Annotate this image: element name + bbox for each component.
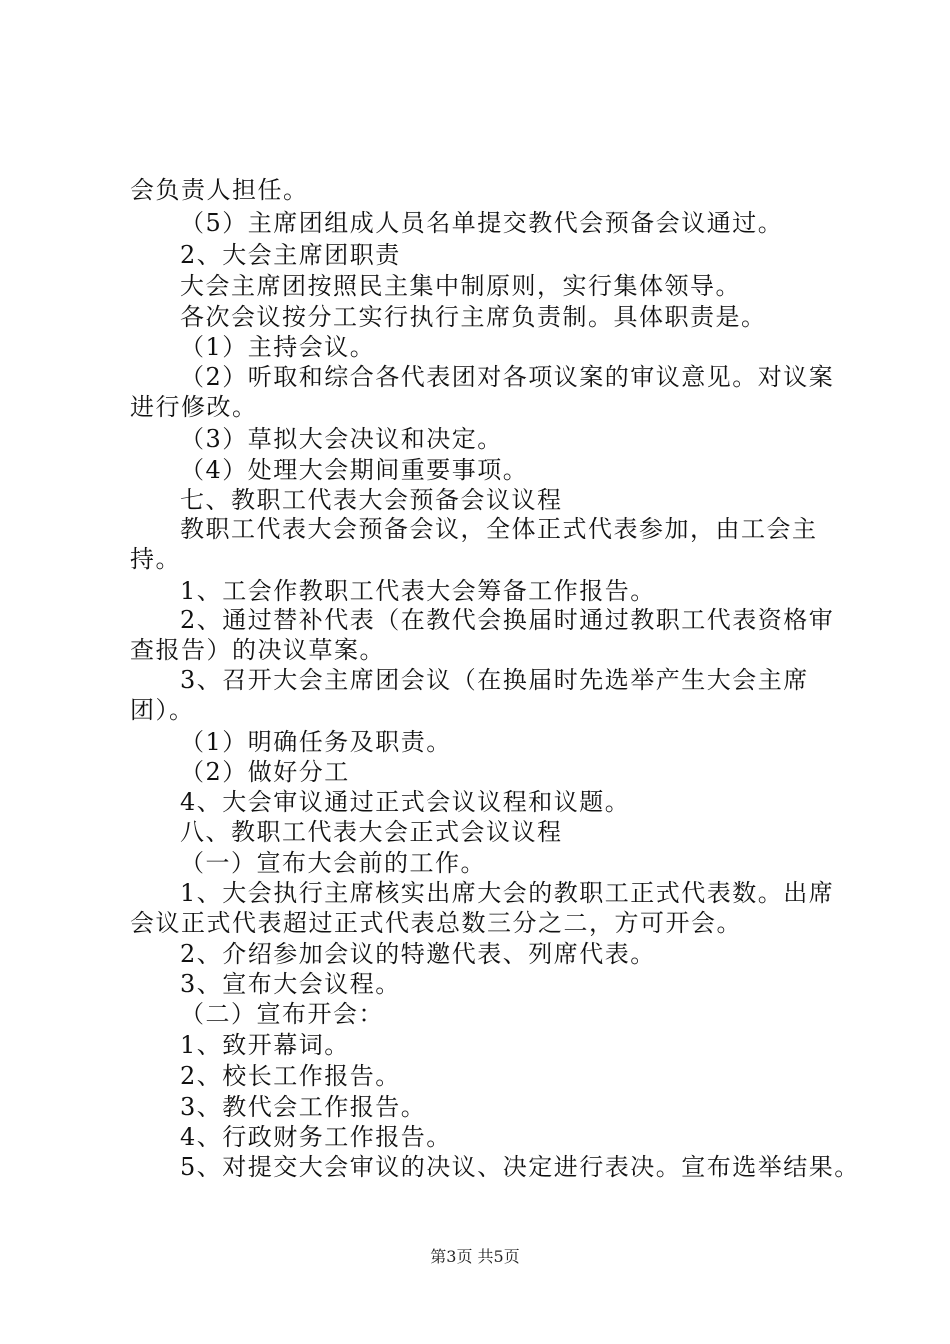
page-number: 第3页 共5页: [430, 1247, 520, 1266]
text-line: 团）。: [130, 696, 195, 724]
text-line: 大会主席团按照民主集中制原则，实行集体领导。: [180, 272, 741, 300]
text-line: 5、对提交大会审议的决议、决定进行表决。宣布选举结果。: [180, 1153, 860, 1181]
text-line: 1、致开幕词。: [180, 1031, 350, 1059]
text-line: 教职工代表大会预备会议，全体正式代表参加，由工会主: [180, 515, 818, 543]
text-line: 1、大会执行主席核实出席大会的教职工正式代表数。出席: [180, 879, 835, 907]
text-line: 4、大会审议通过正式会议议程和议题。: [180, 788, 631, 816]
text-line: 进行修改。: [130, 393, 258, 421]
text-line: 2、校长工作报告。: [180, 1062, 401, 1090]
text-line: 持。: [130, 545, 181, 573]
text-line: （二）宣布开会：: [180, 1000, 384, 1028]
text-line: （5）主席团组成人员名单提交教代会预备会议通过。: [180, 209, 784, 237]
text-line: 会议正式代表超过正式代表总数三分之二，方可开会。: [130, 909, 742, 937]
text-line: （3）草拟大会决议和决定。: [180, 425, 503, 453]
text-line: 各次会议按分工实行执行主席负责制。具体职责是。: [180, 303, 767, 331]
text-line: （1）明确任务及职责。: [180, 728, 452, 756]
text-line: （2）听取和综合各代表团对各项议案的审议意见。对议案: [180, 363, 835, 391]
section-heading: 八、教职工代表大会正式会议议程: [180, 818, 563, 846]
text-line: 查报告）的决议草案。: [130, 636, 385, 664]
text-line: 3、教代会工作报告。: [180, 1093, 427, 1121]
text-line: 2、介绍参加会议的特邀代表、列席代表。: [180, 940, 656, 968]
text-line: 4、行政财务工作报告。: [180, 1123, 452, 1151]
text-line: 1、工会作教职工代表大会筹备工作报告。: [180, 577, 656, 605]
text-line: 3、宣布大会议程。: [180, 970, 401, 998]
text-line: （一）宣布大会前的工作。: [180, 849, 486, 877]
text-line: 3、召开大会主席团会议（在换届时先选举产生大会主席: [180, 666, 809, 694]
text-line: 2、大会主席团职责: [180, 241, 401, 269]
text-line: 会负责人担任。: [130, 176, 309, 204]
text-line: 2、通过替补代表（在教代会换届时通过教职工代表资格审: [180, 606, 835, 634]
text-line: （2）做好分工: [180, 758, 350, 786]
text-line: （4）处理大会期间重要事项。: [180, 456, 529, 484]
text-line: （1）主持会议。: [180, 333, 376, 361]
section-heading: 七、教职工代表大会预备会议议程: [180, 486, 563, 514]
